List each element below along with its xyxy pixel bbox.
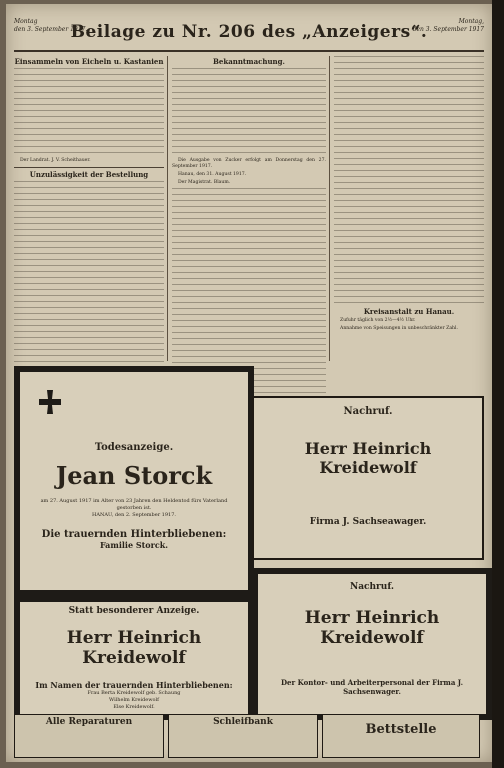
column-left xyxy=(14,56,164,361)
ad-title: Statt besonderer Anzeige. xyxy=(68,606,200,616)
heading: Unzulässigkeit der Bestellung xyxy=(29,170,149,180)
family: Familie Storck. xyxy=(99,540,169,550)
table-block xyxy=(172,68,326,158)
signature: Der Landrat. J. V. Scheithauer. xyxy=(20,158,91,163)
date-line: Hanau, den 31. August 1917. xyxy=(178,172,247,178)
heading: Bekanntmachung. xyxy=(213,57,285,66)
date-right: den 3. September 1917 xyxy=(412,26,484,33)
column-rule xyxy=(167,56,168,361)
deceased-name: Herr Heinrich Kreidewolf xyxy=(304,439,432,477)
ad-title: Nachruf. xyxy=(343,406,393,417)
mourner: Frau Berta Kreidewolf geb. Schaung xyxy=(87,690,181,696)
company: Firma J. Sachseawager. xyxy=(309,517,427,527)
line: Zufuhr täglich von 2½—4½ Uhr. xyxy=(340,318,416,323)
ad-grinding-title: Schleifbank xyxy=(213,717,273,727)
ad-title: Todesanzeige. xyxy=(94,442,174,453)
ad-title: Nachruf. xyxy=(349,582,395,592)
ad-repairs xyxy=(14,714,164,758)
signature: Der Magistrat. Blaum. xyxy=(178,180,231,186)
obituary-staff xyxy=(252,568,492,720)
heading: Einsammeln von Eicheln u. Kastanien xyxy=(14,57,164,66)
mourners-title: Die trauernden Hinterbliebenen: xyxy=(41,529,227,540)
divider xyxy=(14,167,164,168)
ad-repairs-title: Alle Reparaturen xyxy=(45,717,133,727)
mourners-title: Im Namen der trauernden Hinterbliebenen: xyxy=(35,680,233,690)
text-block xyxy=(14,68,164,158)
obituary-firm xyxy=(252,396,484,560)
note: Annahme von Speisungen in unbeschränkter Zahl. xyxy=(340,326,458,332)
special-notice xyxy=(14,596,254,720)
deceased-name: Jean Storck xyxy=(55,461,213,490)
ad-text: am 27. August 1917 im Alter von 23 Jahren den Heldentod fürs Vaterland gestorben ist. xyxy=(40,498,228,511)
column-middle xyxy=(172,56,326,361)
mourners xyxy=(20,690,248,711)
mourner: Wilhelm Kreidewolf xyxy=(109,697,159,703)
place-date: HANAU, den 2. September 1917. xyxy=(92,512,176,518)
ad-bed-title: Bettstelle xyxy=(365,722,437,737)
day: Montag xyxy=(14,18,38,25)
day-right: Montag, xyxy=(458,18,484,25)
ad-bed xyxy=(322,714,480,758)
column-right xyxy=(334,56,484,361)
column-rule xyxy=(329,56,330,361)
masthead xyxy=(14,16,484,52)
mourner: Else Kreidewolf. xyxy=(113,704,155,710)
header-right xyxy=(413,18,484,34)
newspaper-page xyxy=(6,4,492,762)
date: den 3. September 1917. xyxy=(14,26,88,33)
text-block xyxy=(334,56,484,306)
heading: Kreisanstalt zu Hanau. xyxy=(363,307,455,316)
notice: Die Ausgabe von Zucker erfolgt am Donnerstag den 27. September 1917. xyxy=(172,158,326,170)
company: Der Kontor- und Arbeiterpersonal der Firma J. Sachsenwager. xyxy=(280,678,464,696)
page-title: Beilage zu Nr. 206 des „Anzeigers“. xyxy=(70,22,428,42)
iron-cross-icon xyxy=(38,390,62,414)
page-edge xyxy=(492,0,504,768)
deceased-name: Herr Heinrich Kreidewolf xyxy=(304,608,440,648)
death-notice-storck xyxy=(14,366,254,596)
ad-grinding xyxy=(168,714,318,758)
deceased-name: Herr Heinrich Kreidewolf xyxy=(66,628,202,668)
